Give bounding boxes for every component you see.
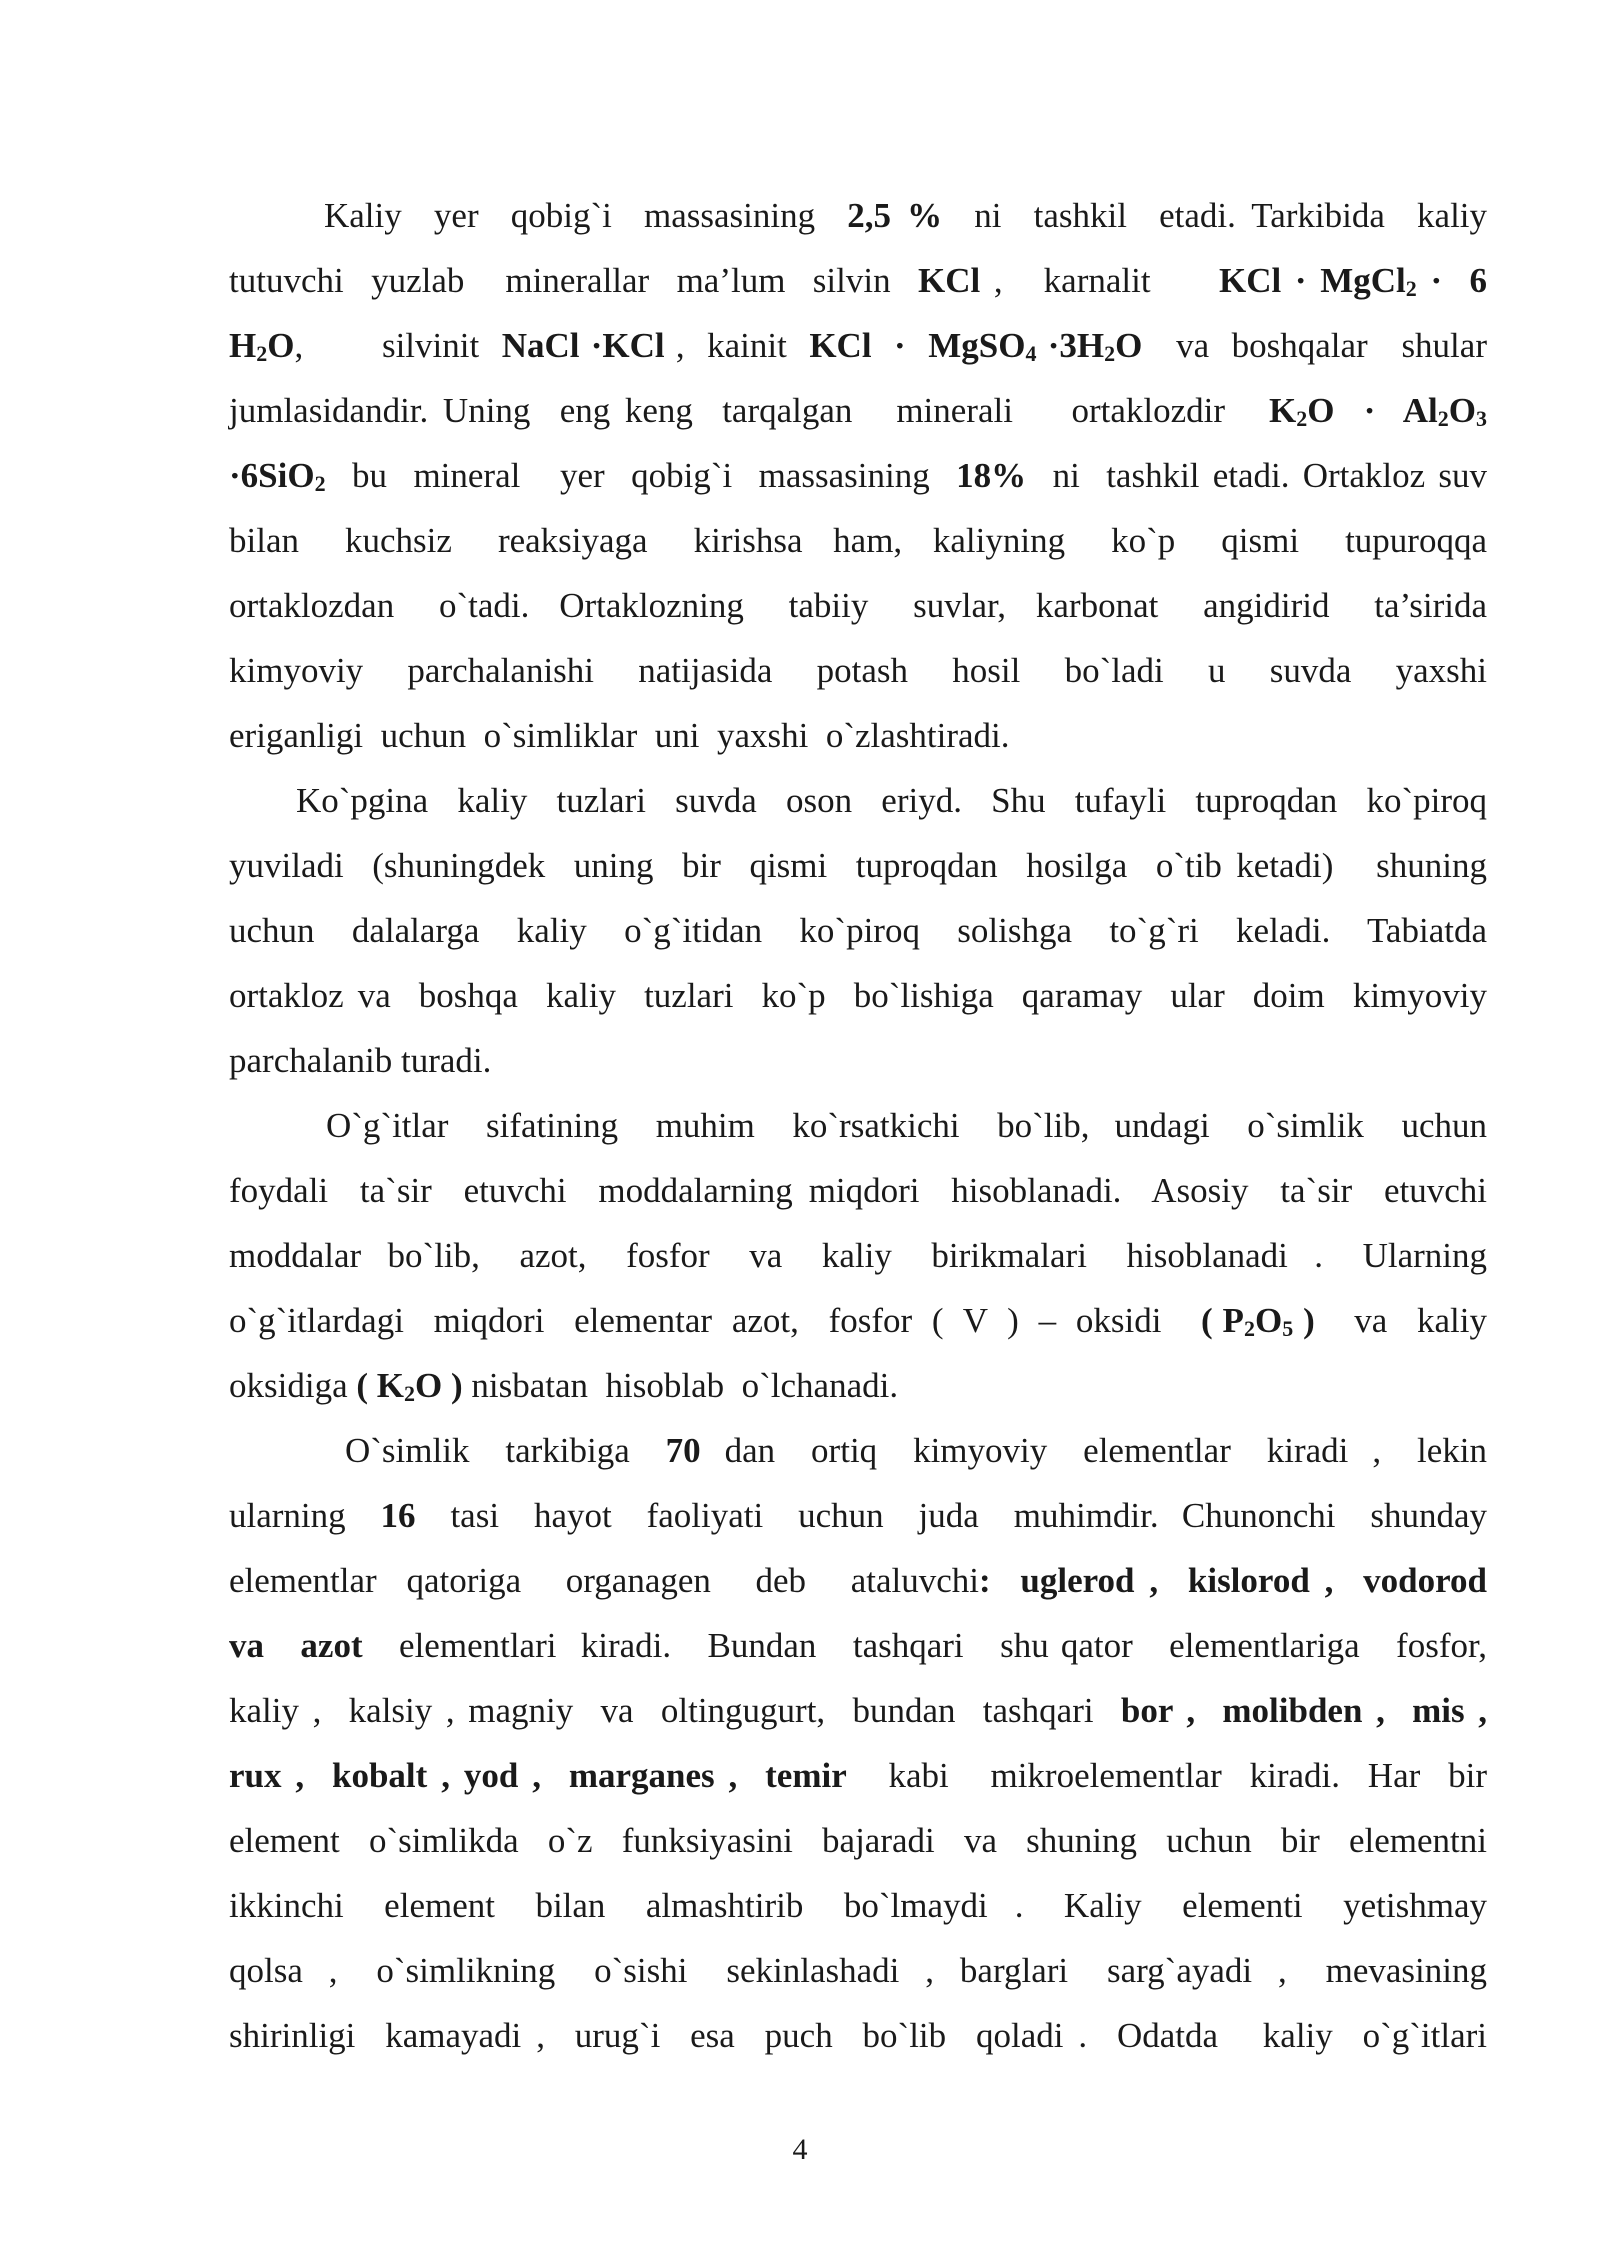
text-run: O`simlik tarkibiga	[345, 1431, 666, 1470]
text-run: kabi mikroelementlar kiradi. Har bir	[846, 1756, 1487, 1795]
text-run: qolsa , o`simlikning o`sishi sekinlashadi , barglari sarg`ayadi , mevasining	[229, 1951, 1487, 1990]
text-line	[229, 508, 1487, 573]
text-run: elementlar qatoriga organagen deb ataluvchi	[229, 1561, 979, 1600]
bold-run: O )	[415, 1366, 463, 1405]
bold-run: · 6	[1416, 261, 1487, 300]
bold-run: KCl	[917, 261, 981, 300]
bold-run: bor , molibden , mis ,	[1120, 1691, 1488, 1730]
text-line	[229, 768, 1487, 833]
text-line	[229, 703, 1487, 768]
text-line	[229, 638, 1487, 703]
text-line	[229, 1158, 1487, 1223]
text-line	[229, 1678, 1487, 1743]
text-run: foydali ta`sir etuvchi moddalarning miqdori hisoblanadi. Asosiy ta`sir etuvchi	[229, 1171, 1487, 1210]
text-line	[229, 313, 1487, 378]
bold-run: 2,5 %	[847, 196, 943, 235]
bold-run: H	[229, 326, 257, 365]
text-run: o`g`itlardagi miqdori elementar azot, fosfor ( V ) – oksidi	[229, 1301, 1202, 1340]
subscript-run: 2	[404, 1381, 415, 1406]
text-run: nisbatan hisoblab o`lchanadi.	[462, 1366, 899, 1405]
paragraph	[229, 183, 1487, 768]
bold-run: O	[1254, 1301, 1283, 1340]
text-run: eriganligi uchun o`simliklar uni yaxshi o`zlashtiradi.	[229, 716, 1010, 755]
bold-run: KCl · MgCl	[1218, 261, 1406, 300]
text-line	[229, 1938, 1487, 2003]
subscript-run: 5	[1282, 1316, 1294, 1341]
text-line	[229, 1548, 1487, 1613]
subscript-run: 3	[1476, 406, 1487, 431]
bold-run: NaCl ·KCl	[501, 326, 665, 365]
text-run: va kaliy	[1314, 1301, 1487, 1340]
text-run: ikkinchi element bilan almashtirib bo`lmaydi . Kaliy elementi yetishmay	[229, 1886, 1487, 1925]
text-line	[229, 963, 1487, 1028]
text-line	[229, 2003, 1487, 2068]
text-run: element o`simlikda o`z funksiyasini bajaradi va shuning uchun bir elementni	[229, 1821, 1487, 1860]
text-run: , karnalit	[980, 261, 1219, 300]
text-line	[229, 1873, 1487, 1938]
subscript-run: 2	[1405, 276, 1417, 301]
text-run: moddalar bo`lib, azot, fosfor va kaliy birikmalari hisoblanadi . Ularning	[229, 1236, 1487, 1275]
text-run: ni tashkil etadi. Tarkibida kaliy	[942, 196, 1488, 235]
subscript-run: 2	[1437, 406, 1449, 431]
subscript-run: 2	[1243, 1316, 1255, 1341]
page-number: 4	[792, 2133, 808, 2166]
text-run: , kainit	[664, 326, 810, 365]
text-line	[229, 1288, 1487, 1353]
bold-run: KCl · MgSO	[809, 326, 1026, 365]
text-run: Kaliy yer qobig`i massasining	[324, 196, 848, 235]
subscript-run: 2	[1296, 406, 1308, 431]
subscript-run: 2	[256, 341, 268, 366]
text-line	[229, 1808, 1487, 1873]
text-run: tasi hayot faoliyati uchun juda muhimdir. Chunonchi shunday	[415, 1496, 1488, 1535]
text-run: , silvinit	[294, 326, 502, 365]
bold-run: ·3H	[1036, 326, 1105, 365]
text-run: kaliy , kalsiy , magniy va oltingugurt, bundan tashqari	[229, 1691, 1121, 1730]
bold-run: O	[1448, 391, 1476, 430]
paragraph	[229, 1418, 1487, 2068]
text-run: dan ortiq kimyoviy elementlar kiradi , lekin	[700, 1431, 1487, 1470]
text-run: ni tashkil etadi. Ortakloz suv	[1026, 456, 1488, 495]
text-line	[229, 1613, 1487, 1678]
bold-run: O · Al	[1307, 391, 1438, 430]
text-line	[229, 1483, 1487, 1548]
text-line	[229, 573, 1487, 638]
bold-run: )	[1293, 1301, 1315, 1340]
text-run: ortakloz va boshqa kaliy tuzlari ko`p bo`lishiga qaramay ular doim kimyoviy	[229, 976, 1487, 1015]
text-run: elementlari kiradi. Bundan tashqari shu qator elementlariga fosfor,	[362, 1626, 1487, 1665]
text-run: bu mineral yer qobig`i massasining	[325, 456, 957, 495]
text-line	[229, 1353, 1487, 1418]
bold-run: O	[267, 326, 295, 365]
text-run: va boshqalar shular	[1142, 326, 1487, 365]
text-run: oksidiga	[229, 1366, 357, 1405]
text-run: parchalanib turadi.	[229, 1041, 492, 1080]
text-run: shirinligi kamayadi , urug`i esa puch bo`lib qoladi . Odatda kaliy o`g`itlari	[229, 2016, 1487, 2055]
text-line	[229, 1743, 1487, 1808]
subscript-run: 2	[314, 471, 326, 496]
text-line	[229, 1418, 1487, 1483]
text-run: tutuvchi yuzlab minerallar ma’lum silvin	[229, 261, 918, 300]
bold-run: rux , kobalt , yod , marganes , temir	[229, 1756, 847, 1795]
text-run: bilan kuchsiz reaksiyaga kirishsa ham, kaliyning ko`p qismi tupuroqqa	[229, 521, 1487, 560]
text-line	[229, 1223, 1487, 1288]
text-line	[229, 183, 1487, 248]
paragraph	[229, 768, 1487, 1093]
paragraph	[229, 1093, 1487, 1418]
bold-run: va azot	[229, 1626, 363, 1665]
text-line	[229, 1028, 1487, 1093]
bold-run: O	[1115, 326, 1143, 365]
bold-run: ( P	[1201, 1301, 1244, 1340]
subscript-run: 4	[1025, 341, 1037, 366]
text-run: ularning	[229, 1496, 381, 1535]
text-run: uchun dalalarga kaliy o`g`itidan ko`piroq solishga to`g`ri keladi. Tabiatda	[229, 911, 1487, 950]
bold-run: K	[1269, 391, 1297, 430]
subscript-run: 2	[1104, 341, 1116, 366]
text-line	[229, 378, 1487, 443]
bold-run: 70	[665, 1431, 701, 1470]
bold-run: ·6SiO	[229, 456, 315, 495]
bold-run: : uglerod , kislorod , vodorod	[978, 1561, 1487, 1600]
text-line	[229, 443, 1487, 508]
text-run: jumlasidandir. Uning eng keng tarqalgan minerali ortaklozdir	[229, 391, 1269, 430]
text-run: yuviladi (shuningdek uning bir qismi tuproqdan hosilga o`tib ketadi) shuning	[229, 846, 1487, 885]
bold-run: 16	[380, 1496, 416, 1535]
text-line	[229, 248, 1487, 313]
text-run: kimyoviy parchalanishi natijasida potash hosil bo`ladi u suvda yaxshi	[229, 651, 1487, 690]
bold-run: ( K	[356, 1366, 404, 1405]
text-run: Ko`pgina kaliy tuzlari suvda oson eriyd. Shu tufayli tuproqdan ko`piroq	[296, 781, 1487, 820]
text-line	[229, 833, 1487, 898]
text-run: O`g`itlar sifatining muhim ko`rsatkichi bo`lib, undagi o`simlik uchun	[326, 1106, 1487, 1145]
text-run: ortaklozdan o`tadi. Ortaklozning tabiiy suvlar, karbonat angidirid ta’sirida	[229, 586, 1487, 625]
text-line	[229, 898, 1487, 963]
text-line	[229, 1093, 1487, 1158]
bold-run: 18%	[956, 456, 1027, 495]
body-text	[229, 183, 1487, 2068]
